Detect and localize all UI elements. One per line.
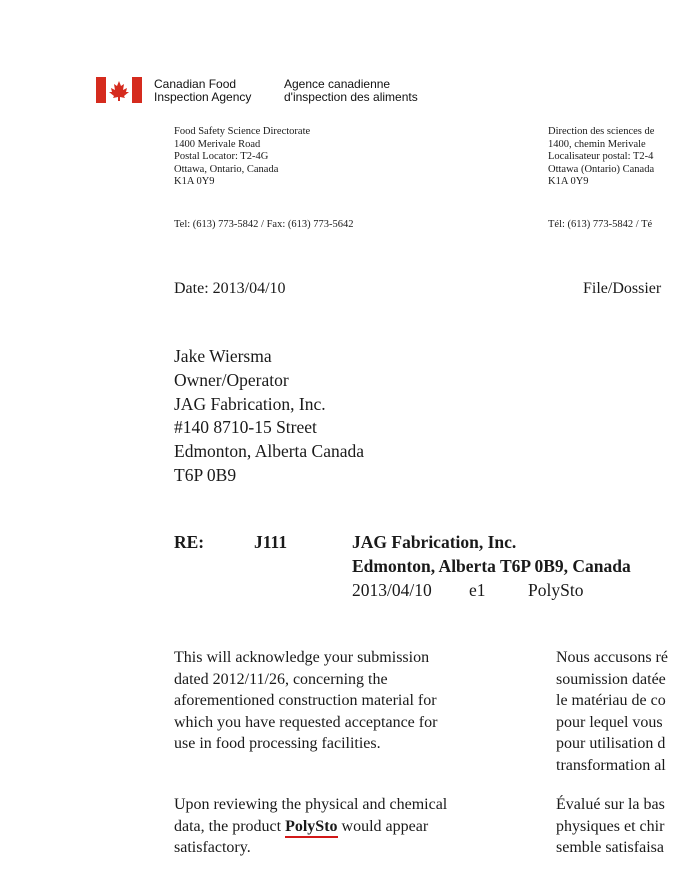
agency-name-en: Canadian Food Inspection Agency <box>154 77 252 104</box>
canada-flag-icon <box>96 77 142 103</box>
address-fr: Direction des sciences de 1400, chemin Merivale Localisateur postal: T2-4 Ottawa (Ontario) Canada K1A 0Y9 <box>548 126 655 188</box>
phone-fr: Tél: (613) 773-5842 / Té <box>548 219 653 230</box>
agency-logo <box>96 77 142 108</box>
agency-name-fr: Agence canadienne d'inspection des aliments <box>284 77 418 104</box>
file-label: File/Dossier <box>583 280 662 297</box>
re-date: 2013/04/10 <box>352 580 432 600</box>
product-name-highlight: PolySto <box>285 818 337 838</box>
letter-date: Date: 2013/04/10 <box>174 280 286 297</box>
paragraph-1-en: This will acknowledge your submission dated 2012/11/26, concerning the aforementioned construction material for which you have requested acceptance for use in food processing facilities. <box>174 649 438 752</box>
re-label: RE: <box>174 532 205 552</box>
paragraph-2-line-2: data, the product PolySto would appear <box>174 816 447 838</box>
re-edition: e1 <box>469 580 486 600</box>
re-code: J111 <box>254 532 288 552</box>
paragraph-2-en: Upon reviewing the physical and chemical data, the product PolySto would appear satisfactory. <box>174 796 448 856</box>
re-product: PolySto <box>528 580 584 600</box>
phone-en: Tel: (613) 773-5842 / Fax: (613) 773-5642 <box>174 219 354 230</box>
paragraph-2-fr: Évalué sur la bas physiques et chir semble satisfaisa <box>556 796 665 856</box>
re-location: Edmonton, Alberta T6P 0B9, Canada <box>352 556 631 576</box>
address-en: Food Safety Science Directorate 1400 Merivale Road Postal Locator: T2-4G Ottawa, Ontario, Canada K1A 0Y9 <box>174 126 311 188</box>
recipient-address: Jake Wiersma Owner/Operator JAG Fabrication, Inc. #140 8710-15 Street Edmonton, Alberta Canada T6P 0B9 <box>174 346 365 485</box>
paragraph-1-fr: Nous accusons ré soumission datée le matériau de co pour lequel vous pour utilisation d transformation al <box>556 649 668 774</box>
re-company: JAG Fabrication, Inc. <box>352 532 517 552</box>
